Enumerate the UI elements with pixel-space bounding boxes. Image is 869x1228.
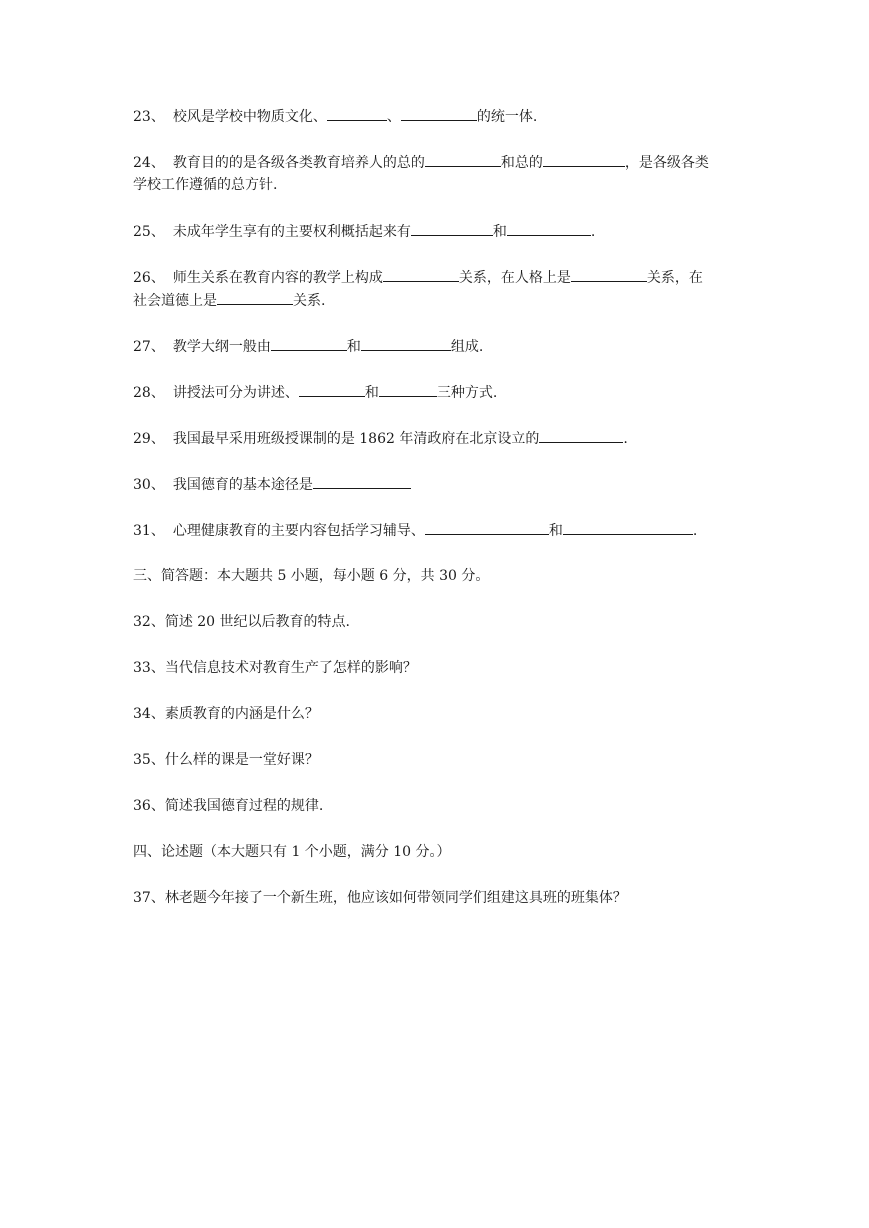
question-text: 教育目的的是各级各类教育培养人的总的 xyxy=(172,155,425,171)
answer-blank[interactable] xyxy=(271,338,347,351)
answer-blank[interactable] xyxy=(411,223,493,236)
question-text: 师生关系在教育内容的教学上构成 xyxy=(172,270,383,286)
answer-blank[interactable] xyxy=(217,292,293,305)
section-3-heading: 三、简答题：本大题共 5 小题，每小题 6 分，共 30 分。 xyxy=(133,568,490,584)
question-26: 26、 师生关系在教育内容的教学上构成 关系，在人格上是 关系，在 xyxy=(133,270,703,286)
question-36: 36、简述我国德育过程的规律. xyxy=(133,798,324,814)
question-number: 25、 xyxy=(133,224,165,240)
question-text: 讲授法可分为讲述、 xyxy=(172,385,299,401)
section-4-heading: 四、论述题（本大题只有 1 个小题，满分 10 分。） xyxy=(133,844,451,860)
answer-blank[interactable] xyxy=(539,430,623,443)
question-32: 32、简述 20 世纪以后教育的特点. xyxy=(133,614,350,630)
answer-blank[interactable] xyxy=(327,108,387,121)
question-text: 我国最早采用班级授课制的是 1862 年清政府在北京设立的 xyxy=(172,431,540,447)
question-text: 校风是学校中物质文化、 xyxy=(172,109,327,125)
question-26-continued: 社会道德上是 关系. xyxy=(133,293,326,309)
answer-blank[interactable] xyxy=(425,522,549,535)
question-number: 24、 xyxy=(133,155,165,171)
question-number: 27、 xyxy=(133,339,165,355)
answer-blank[interactable] xyxy=(563,522,693,535)
question-35: 35、什么样的课是一堂好课？ xyxy=(133,752,319,768)
question-number: 31、 xyxy=(133,523,165,539)
question-30 xyxy=(133,476,743,493)
question-29: 29、 我国最早采用班级授课制的是 1862 年清政府在北京设立的 . xyxy=(133,431,628,447)
question-34: 34、素质教育的内涵是什么？ xyxy=(133,706,319,722)
question-number: 23、 xyxy=(133,109,165,125)
answer-blank[interactable] xyxy=(401,108,477,121)
question-24-continued: 学校工作遵循的总方针. xyxy=(133,177,278,193)
answer-blank[interactable] xyxy=(543,154,625,167)
question-number: 28、 xyxy=(133,385,165,401)
question-27: 27、 教学大纲一般由 和 组成. xyxy=(133,339,484,355)
question-text: 教学大纲一般由 xyxy=(172,339,271,355)
question-text: 心理健康教育的主要内容包括学习辅导、 xyxy=(172,523,425,539)
answer-blank[interactable] xyxy=(425,154,501,167)
question-text: 我国德育的基本途径是 xyxy=(172,477,313,493)
answer-blank[interactable] xyxy=(383,269,459,282)
question-37: 37、林老题今年接了一个新生班，他应该如何带领同学们组建这具班的班集体？ xyxy=(133,890,627,906)
question-number: 29、 xyxy=(133,431,165,447)
question-24: 24、 教育目的的是各级各类教育培养人的总的 和总的 ，是各级各类 xyxy=(133,155,709,171)
question-31: 31、 心理健康教育的主要内容包括学习辅导、 和 . xyxy=(133,523,698,539)
answer-blank[interactable] xyxy=(361,338,451,351)
question-28: 28、 讲授法可分为讲述、 和 三种方式. xyxy=(133,385,498,401)
question-number: 26、 xyxy=(133,270,165,286)
question-25: 25、 未成年学生享有的主要权利概括起来有 和 . xyxy=(133,224,596,240)
answer-blank[interactable] xyxy=(507,223,591,236)
answer-blank[interactable] xyxy=(313,476,411,489)
question-33: 33、当代信息技术对教育生产了怎样的影响？ xyxy=(133,660,417,676)
question-23: 23、 校风是学校中物质文化、 、 的统一体. xyxy=(133,109,538,125)
question-number: 30、 xyxy=(133,477,165,493)
answer-blank[interactable] xyxy=(571,269,647,282)
answer-blank[interactable] xyxy=(379,384,437,397)
answer-blank[interactable] xyxy=(299,384,365,397)
question-text: 未成年学生享有的主要权利概括起来有 xyxy=(172,224,411,240)
